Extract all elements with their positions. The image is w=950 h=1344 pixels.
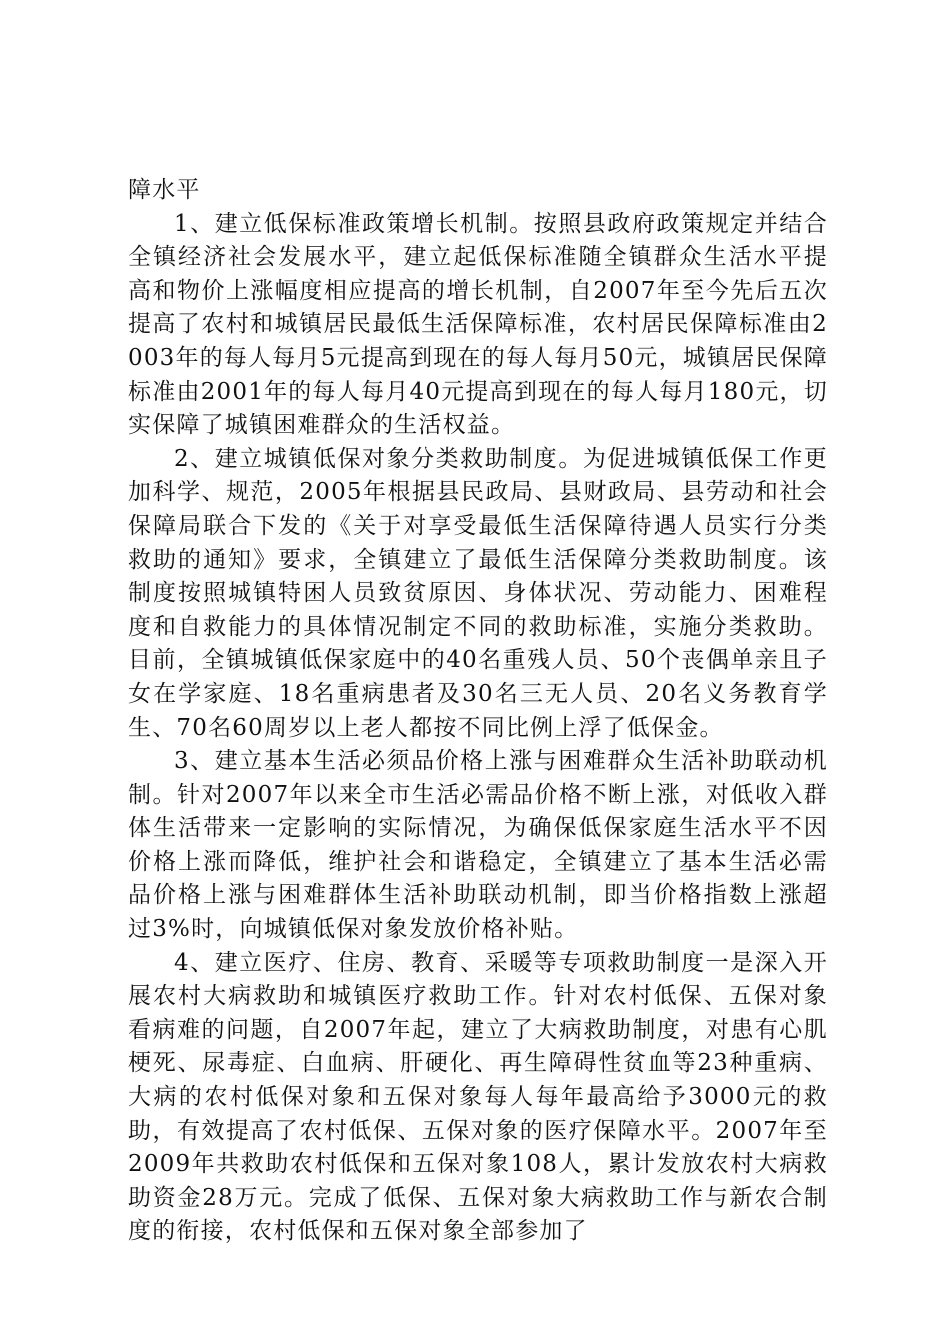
paragraph-2: 2、建立城镇低保对象分类救助制度。为促进城镇低保工作更加科学、规范，2005年根据县民政局、县财政局、县劳动和社会保障局联合下发的《关于对享受最低生活保障待遇人员实行分类救助的通知》要求，全镇建立了最低生活保障分类救助制度。该制度按照城镇特困人员致贫原因、身体状况、劳动能力、困难程度和自救能力的具体情况制定不同的救助标准，实施分类救助。目前，全镇城镇低保家庭中的40名重残人员、50个丧偶单亲且子女在学家庭、18名重病患者及30名三无人员、20名义务教育学生、70名60周岁以上老人都按不同比例上浮了低保金。 (128, 445, 828, 741)
paragraph-1: 1、建立低保标准政策增长机制。按照县政府政策规定并结合全镇经济社会发展水平，建立起低保标准随全镇群众生活水平提高和物价上涨幅度相应提高的增长机制，自2007年至今先后五次提高了农村和城镇居民最低生活保障标准，农村居民保障标准由2003年的每人每月5元提高到现在的每人每月50元，城镇居民保障标准由2001年的每人每月40元提高到现在的每人每月180元，切实保障了城镇困难群众的生活权益。 (128, 210, 828, 439)
paragraph-3: 3、建立基本生活必须品价格上涨与困难群众生活补助联动机制。针对2007年以来全市生活必需品价格不断上涨，对低收入群体生活带来一定影响的实际情况，为确保低保家庭生活水平不因价格上涨而降低，维护社会和谐稳定，全镇建立了基本生活必需品价格上涨与困难群体生活补助联动机制，即当价格指数上涨超过3%时，向城镇低保对象发放价格补贴。 (128, 748, 828, 943)
paragraph-4: 4、建立医疗、住房、教育、采暖等专项救助制度一是深入开展农村大病救助和城镇医疗救助工作。针对农村低保、五保对象看病难的问题，自2007年起，建立了大病救助制度，对患有心肌梗死、尿毒症、白血病、肝硬化、再生障碍性贫血等23种重病、大病的农村低保对象和五保对象每人每年最高给予3000元的救助，有效提高了农村低保、五保对象的医疗保障水平。2007年至2009年共救助农村低保和五保对象108人，累计发放农村大病救助资金28万元。完成了低保、五保对象大病救助工作与新农合制度的衔接，农村低保和五保对象全部参加了 (128, 949, 828, 1245)
document-body (128, 174, 828, 1249)
paragraph-continuation: 障水平 (128, 177, 201, 203)
